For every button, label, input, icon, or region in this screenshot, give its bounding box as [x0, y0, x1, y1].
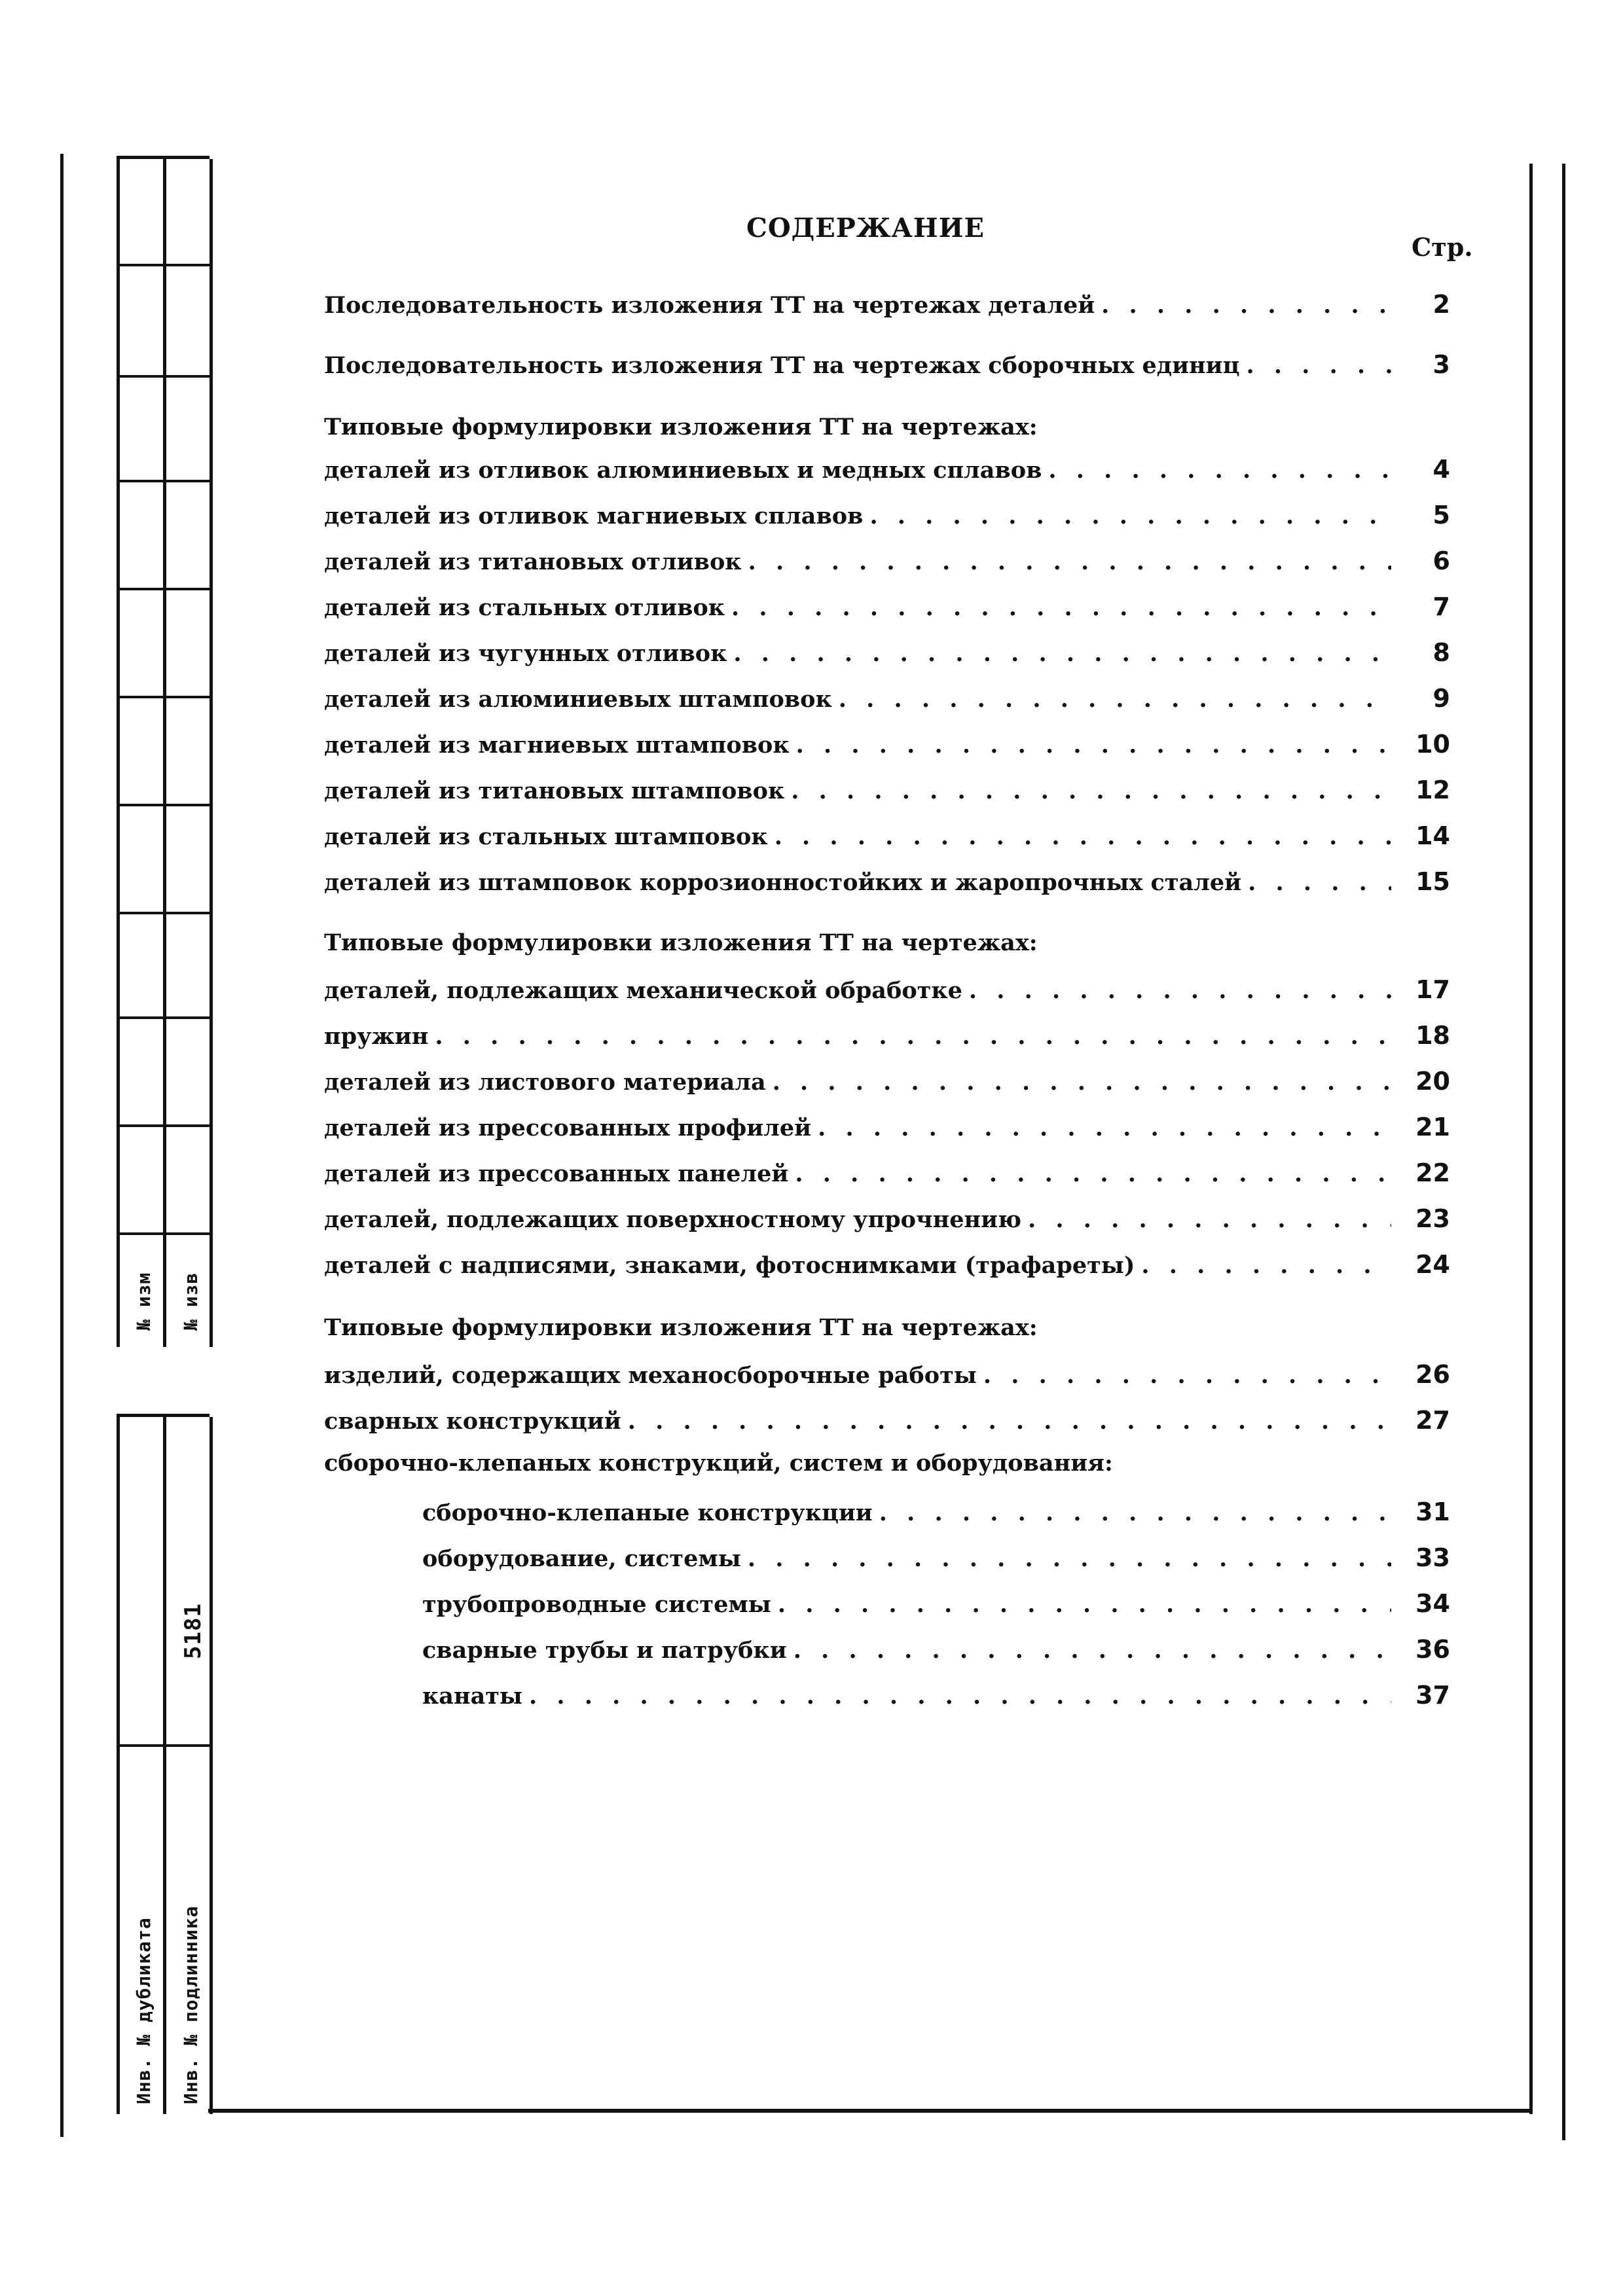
toc-entry-page: 15 [1415, 867, 1450, 896]
inventory-stamp-lower [117, 1414, 210, 2114]
section-heading: Типовые формулировки изложения ТТ на чертежах: [324, 1314, 1038, 1341]
toc-entry [324, 638, 1450, 671]
toc-entry-page: 12 [1415, 776, 1450, 804]
toc-entry-label: сборочно-клепаные конструкции [422, 1499, 873, 1526]
toc-entry [324, 1360, 1450, 1393]
leader-dots [869, 503, 1391, 529]
toc-entry-page: 10 [1415, 730, 1450, 759]
toc-entry-label: Последовательность изложения ТТ на чертежах деталей [324, 292, 1095, 319]
toc-entry [324, 501, 1450, 533]
toc-entry-page: 18 [1415, 1021, 1450, 1050]
toc-entry-page: 26 [1415, 1360, 1450, 1389]
toc-entry [324, 592, 1450, 625]
toc-entry [324, 975, 1450, 1008]
toc-entry-page: 24 [1415, 1250, 1450, 1279]
toc-entry [324, 821, 1450, 854]
right-border-line [1562, 164, 1565, 2140]
toc-entry-label: деталей из стальных штамповок [324, 823, 768, 850]
toc-entry-label: деталей, подлежащих поверхностному упрочнению [324, 1206, 1021, 1233]
toc-entry-page: 17 [1415, 975, 1450, 1004]
toc-entry-page: 22 [1415, 1158, 1450, 1187]
leader-dots [748, 1545, 1391, 1572]
leader-dots [731, 594, 1391, 621]
toc-entry-page: 14 [1415, 821, 1450, 850]
leader-dots [628, 1408, 1391, 1435]
content-frame-bottom [208, 2109, 1531, 2113]
toc-entry-page: 37 [1415, 1681, 1450, 1710]
left-border-line [60, 154, 64, 2137]
toc-entry [324, 776, 1450, 808]
leader-dots [733, 640, 1391, 667]
toc-subentry [422, 1589, 1450, 1622]
toc-entry-page: 31 [1415, 1498, 1450, 1526]
toc-entry [324, 1250, 1450, 1283]
toc-entry-label: деталей из штамповок коррозионностойких и жаропрочных сталей [324, 869, 1242, 896]
toc-entry-label: деталей из прессованных панелей [324, 1160, 789, 1187]
section-heading: Типовые формулировки изложения ТТ на чертежах: [324, 929, 1038, 956]
toc-entry-page: 33 [1415, 1543, 1450, 1572]
toc-entry [324, 867, 1450, 900]
revision-stamp-upper [117, 156, 210, 1347]
toc-entry-page: 23 [1415, 1204, 1450, 1233]
toc-entry-page: 5 [1432, 501, 1450, 529]
toc-entry-label: оборудование, системы [422, 1545, 741, 1572]
leader-dots [1246, 352, 1391, 379]
toc-entry-page: 4 [1432, 455, 1450, 484]
toc-entry-page: 21 [1415, 1113, 1450, 1141]
leader-dots [1028, 1206, 1391, 1233]
toc-entry [324, 1158, 1450, 1191]
stamp-inv-dublikata: Инв. № дубликата [133, 1917, 155, 2104]
toc-entry [324, 1113, 1450, 1145]
toc-entry-label: деталей из титановых отливок [324, 548, 742, 575]
toc-entry [324, 684, 1450, 717]
content-frame-right [1529, 164, 1533, 2114]
leader-dots [969, 977, 1391, 1004]
toc-entry-page: 27 [1415, 1406, 1450, 1435]
page-column-header: Стр. [1412, 232, 1473, 262]
section-heading: Типовые формулировки изложения ТТ на чертежах: [324, 414, 1038, 440]
leader-dots [1248, 869, 1391, 896]
toc-entry-label: деталей с надписями, знаками, фотоснимками (трафареты) [324, 1252, 1135, 1279]
toc-entry-label: сварных конструкций [324, 1408, 621, 1435]
toc-entry [324, 547, 1450, 579]
stamp-inv-podlinnika: Инв. № подлинника [180, 1905, 202, 2104]
leader-dots [1048, 457, 1391, 484]
subsection-heading: сборочно-клепаных конструкций, систем и оборудования: [324, 1450, 1113, 1477]
stamp-no-izv: № изв [180, 1272, 202, 1331]
toc-entry-label: деталей из титановых штамповок [324, 778, 785, 804]
toc-entry [324, 290, 1450, 323]
toc-subentry [422, 1681, 1450, 1713]
toc-entry-page: 20 [1415, 1067, 1450, 1096]
toc-entry-label: деталей из магниевых штамповок [324, 732, 790, 759]
toc-entry [324, 1204, 1450, 1237]
toc-entry-label: трубопроводные системы [422, 1591, 771, 1618]
toc-entry-label: Последовательность изложения ТТ на чертежах сборочных единиц [324, 352, 1240, 379]
leader-dots [818, 1115, 1391, 1141]
toc-entry [324, 1406, 1450, 1439]
leader-dots [778, 1591, 1391, 1618]
toc-entry [324, 730, 1450, 762]
toc-entry [324, 1021, 1450, 1054]
toc-entry-label: деталей из отливок магниевых сплавов [324, 503, 864, 529]
page-title: СОДЕРЖАНИЕ [746, 213, 985, 243]
toc-entry-label: деталей из стальных отливок [324, 594, 725, 621]
toc-entry-page: 34 [1415, 1589, 1450, 1618]
toc-entry [324, 1067, 1450, 1100]
toc-entry-label: деталей, подлежащих механической обработке [324, 977, 962, 1004]
leader-dots [435, 1023, 1391, 1050]
leader-dots [748, 548, 1391, 575]
toc-entry [324, 350, 1450, 383]
toc-entry-label: изделий, содержащих механосборочные работы [324, 1362, 977, 1389]
leader-dots [791, 778, 1391, 804]
toc-entry-label: деталей из чугунных отливок [324, 640, 727, 667]
toc-entry-label: деталей из отливок алюминиевых и медных сплавов [324, 457, 1042, 484]
toc-entry-page: 6 [1432, 547, 1450, 575]
leader-dots [796, 732, 1391, 759]
leader-dots [879, 1499, 1391, 1526]
leader-dots [793, 1637, 1391, 1664]
stamp-no-izm: № изм [133, 1272, 155, 1331]
leader-dots [983, 1362, 1391, 1389]
toc-entry-label: пружин [324, 1023, 429, 1050]
toc-entry-page: 2 [1432, 290, 1450, 319]
leader-dots [795, 1160, 1391, 1187]
toc-entry-label: деталей из прессованных профилей [324, 1115, 812, 1141]
toc-entry-page: 9 [1432, 684, 1450, 713]
leader-dots [529, 1683, 1391, 1710]
leader-dots [1101, 292, 1391, 319]
toc-subentry [422, 1635, 1450, 1668]
leader-dots [839, 686, 1391, 713]
toc-entry-label: деталей из алюминиевых штамповок [324, 686, 832, 713]
stamp-inv-number: 5181 [180, 1603, 206, 1659]
toc-entry-label: сварные трубы и патрубки [422, 1637, 787, 1664]
toc-subentry [422, 1543, 1450, 1576]
toc-entry-label: канаты [422, 1683, 523, 1710]
toc-entry-page: 7 [1432, 592, 1450, 621]
toc-entry-page: 3 [1432, 350, 1450, 379]
toc-entry-page: 8 [1432, 638, 1450, 667]
leader-dots [1141, 1252, 1391, 1279]
toc-entry [324, 455, 1450, 488]
leader-dots [773, 1069, 1391, 1096]
toc-subentry [422, 1498, 1450, 1530]
toc-entry-label: деталей из листового материала [324, 1069, 766, 1096]
toc-entry-page: 36 [1415, 1635, 1450, 1664]
leader-dots [775, 823, 1391, 850]
